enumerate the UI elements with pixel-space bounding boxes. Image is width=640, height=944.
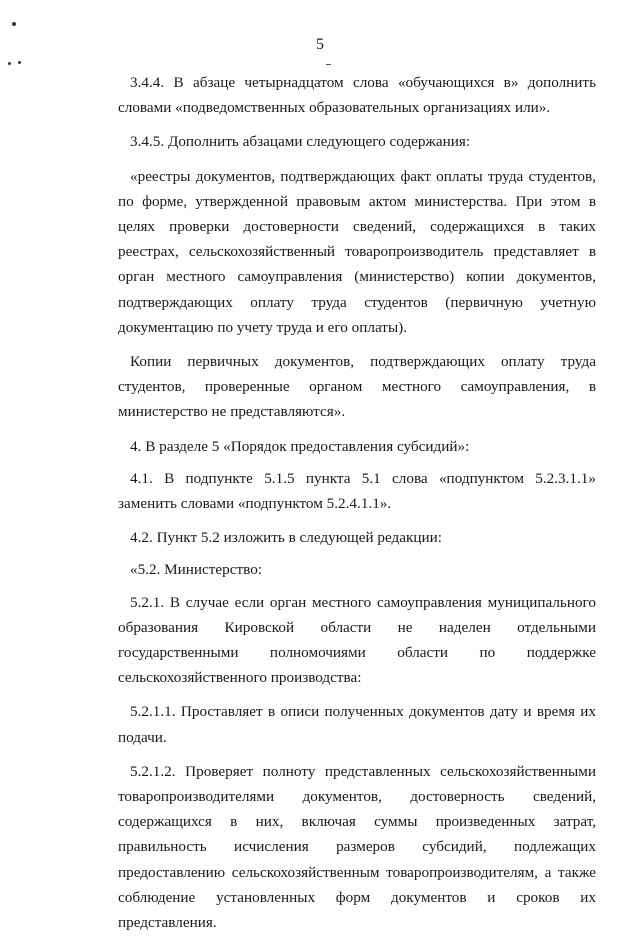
scan-mark (18, 61, 21, 64)
scan-mark (12, 22, 16, 26)
paragraph-5-2-1: 5.2.1. В случае если орган местного самоуправления муниципального образования Кировской области не наделен отдельными государственными полномочиями области по поддержке сельскохозяйственного производства: (118, 593, 596, 687)
document-body (118, 70, 596, 944)
paragraph-3-4-4: 3.4.4. В абзаце четырнадцатом слова «обучающихся в» дополнить словами «подведомственных образовательных организациях или». (118, 74, 596, 117)
scan-mark (326, 64, 331, 65)
paragraph-5-2-1-2: 5.2.1.2. Проверяет полноту представленных сельскохозяйственными товаропроизводителями документов, достоверность сведений, содержащихся в них, включая суммы произведенных затрат, правильность исчисления размеров субсидий, подлежащих предоставлению сельскохозяйственным товаропроизводителям, а также соблюдение установленных форм документов и сроков их представления. (118, 762, 596, 932)
paragraph-registers: «реестры документов, подтверждающих факт оплаты труда студентов, по форме, утвержденной правовым актом министерства. При этом в целях проверки достоверности сведений, содержащихся в таких реестрах, сельскохозяйственный товаропроизводитель представляет в орган местного самоуправления (министерство) копии документов, подтверждающих оплату труда студентов (первичную учетную документацию по учету труда и его оплаты). (118, 167, 596, 336)
paragraph-4-1: 4.1. В подпункте 5.1.5 пункта 5.1 слова «подпунктом 5.2.3.1.1» заменить словами «подпунктом 5.2.4.1.1». (118, 469, 596, 513)
scan-mark (8, 62, 11, 65)
paragraph-copies: Копии первичных документов, подтверждающих оплату труда студентов, проверенные органом местного самоуправления, в министерство не представляются». (118, 353, 596, 421)
page-number: 5 (316, 36, 324, 53)
paragraph-5-2-1-1: 5.2.1.1. Проставляет в описи полученных документов дату и время их подачи. (118, 703, 596, 746)
paragraph-5-2: «5.2. Министерство: (130, 561, 263, 579)
paragraph-4: 4. В разделе 5 «Порядок предоставления субсидий»: (130, 437, 470, 455)
paragraph-4-2: 4.2. Пункт 5.2 изложить в следующей редакции: (130, 529, 443, 547)
paragraph-3-4-5: 3.4.5. Дополнить абзацами следующего содержания: (130, 133, 471, 151)
